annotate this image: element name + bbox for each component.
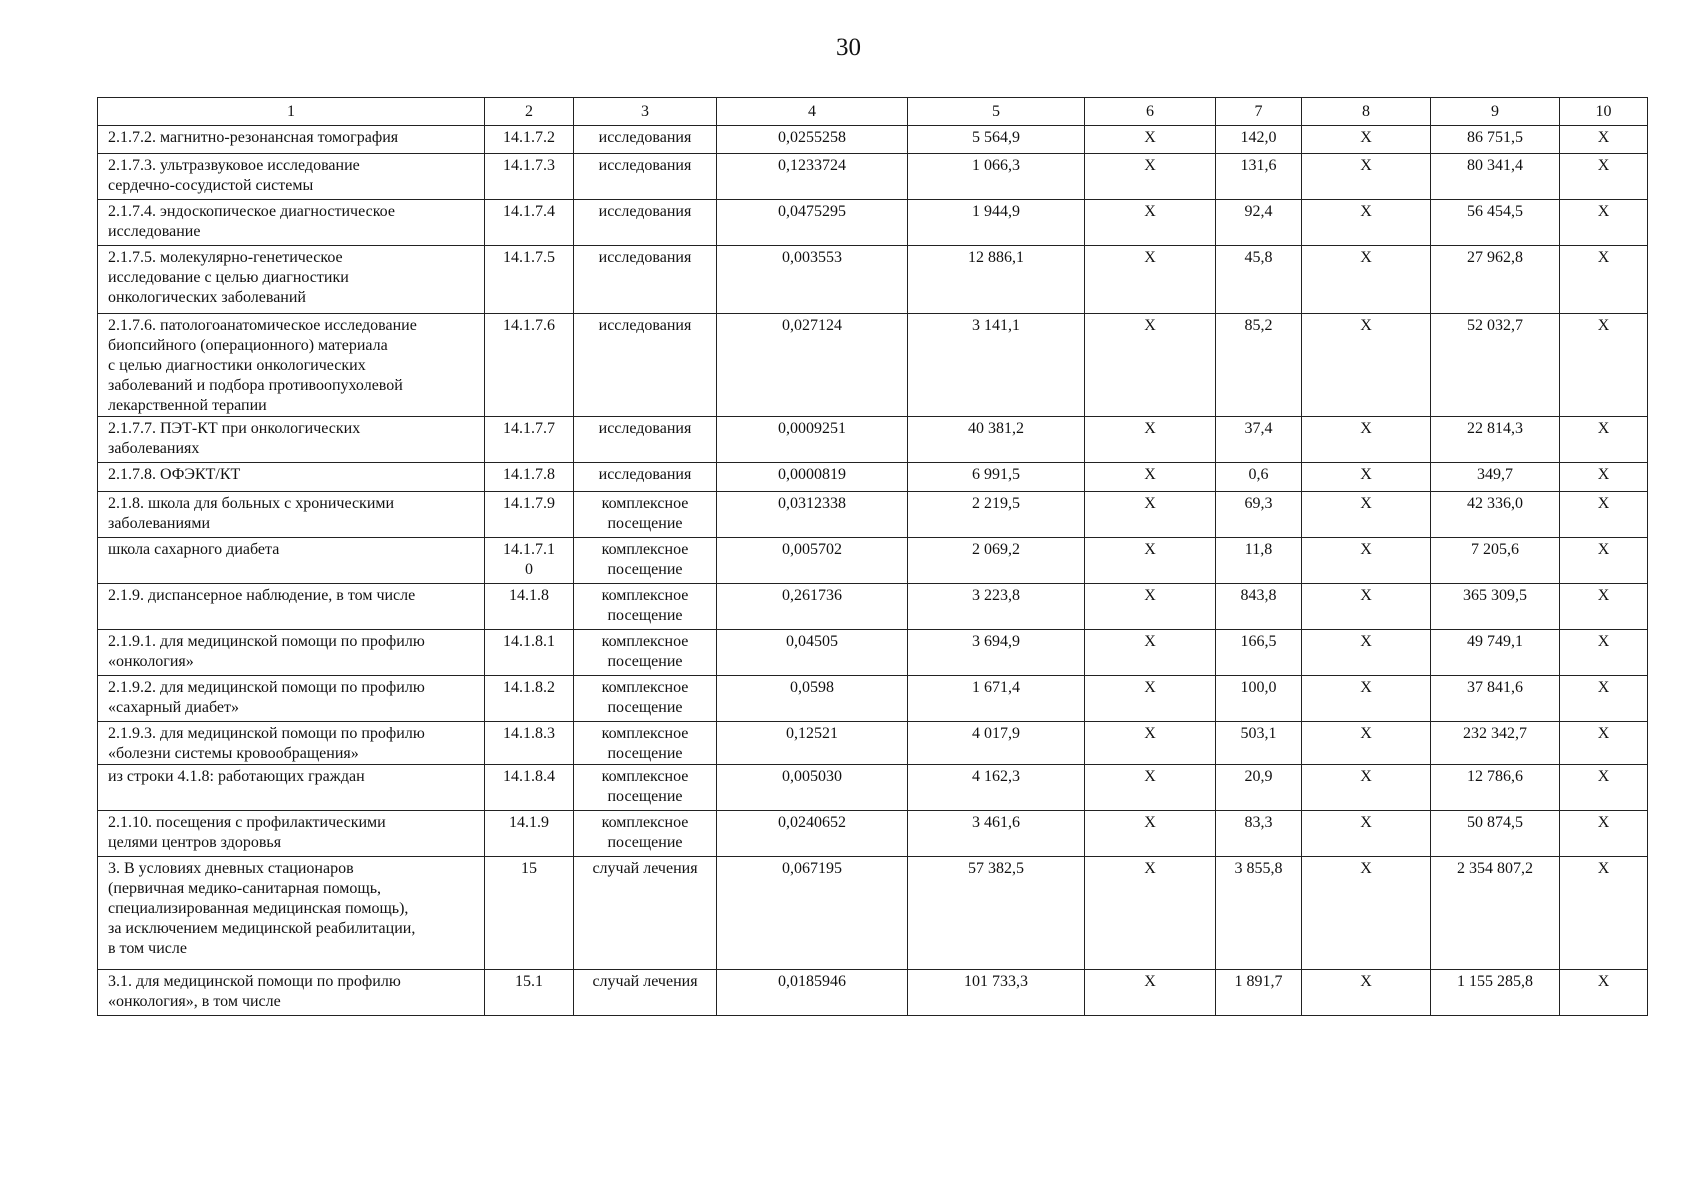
row-name-cell: из строки 4.1.8: работающих граждан [98, 765, 485, 811]
row-col9-cell: 1 155 285,8 [1431, 970, 1560, 1016]
row-norm-cell: 0,1233724 [717, 154, 908, 200]
row-col9-cell: 80 341,4 [1431, 154, 1560, 200]
row-col8-cell: Х [1302, 154, 1431, 200]
row-col10-cell: Х [1560, 417, 1648, 463]
row-cost-cell: 4 162,3 [908, 765, 1085, 811]
row-col7-cell: 100,0 [1216, 676, 1302, 722]
row-col7-cell: 37,4 [1216, 417, 1302, 463]
row-col9-cell: 232 342,7 [1431, 722, 1560, 765]
row-col8-cell: Х [1302, 584, 1431, 630]
row-name-cell: 2.1.7.5. молекулярно-генетическое исследование с целью диагностики онкологических заболеваний [98, 246, 485, 314]
table-body [98, 98, 1648, 1016]
row-col7-cell: 0,6 [1216, 463, 1302, 492]
row-col10-cell: Х [1560, 314, 1648, 417]
row-col7-cell: 843,8 [1216, 584, 1302, 630]
row-col8-cell: Х [1302, 676, 1431, 722]
row-code-cell: 14.1.7.5 [485, 246, 574, 314]
table-row [98, 630, 1648, 676]
row-norm-cell: 0,0598 [717, 676, 908, 722]
row-col10-cell: Х [1560, 765, 1648, 811]
row-unit-cell: комплексное посещение [574, 584, 717, 630]
row-unit-cell: комплексное посещение [574, 630, 717, 676]
row-col6-cell: Х [1085, 630, 1216, 676]
row-col10-cell: Х [1560, 246, 1648, 314]
row-col6-cell: Х [1085, 200, 1216, 246]
row-col6-cell: Х [1085, 126, 1216, 154]
row-col7-cell: 11,8 [1216, 538, 1302, 584]
row-code-cell: 14.1.9 [485, 811, 574, 857]
row-code-cell: 15.1 [485, 970, 574, 1016]
table-row [98, 126, 1648, 154]
row-code-cell: 14.1.7.2 [485, 126, 574, 154]
row-col6-cell: Х [1085, 970, 1216, 1016]
row-col8-cell: Х [1302, 765, 1431, 811]
row-col9-cell: 49 749,1 [1431, 630, 1560, 676]
row-col6-cell: Х [1085, 463, 1216, 492]
data-table [97, 97, 1648, 1016]
row-name-cell: 3.1. для медицинской помощи по профилю «онкология», в том числе [98, 970, 485, 1016]
column-header: 4 [717, 98, 908, 126]
row-name-cell: 2.1.7.6. патологоанатомическое исследование биопсийного (операционного) материала с целью диагностики онкологических заболеваний и подбора противоопухолевой лекарственной терапии [98, 314, 485, 417]
row-col7-cell: 45,8 [1216, 246, 1302, 314]
row-col10-cell: Х [1560, 584, 1648, 630]
row-code-cell: 14.1.8.4 [485, 765, 574, 811]
row-col10-cell: Х [1560, 676, 1648, 722]
row-norm-cell: 0,005702 [717, 538, 908, 584]
row-col7-cell: 3 855,8 [1216, 857, 1302, 970]
table-row [98, 857, 1648, 970]
row-col9-cell: 50 874,5 [1431, 811, 1560, 857]
row-cost-cell: 12 886,1 [908, 246, 1085, 314]
table-row [98, 200, 1648, 246]
row-col10-cell: Х [1560, 463, 1648, 492]
row-cost-cell: 1 671,4 [908, 676, 1085, 722]
row-col8-cell: Х [1302, 314, 1431, 417]
row-cost-cell: 2 069,2 [908, 538, 1085, 584]
row-norm-cell: 0,0312338 [717, 492, 908, 538]
row-cost-cell: 101 733,3 [908, 970, 1085, 1016]
table-row [98, 811, 1648, 857]
row-name-cell: 2.1.7.4. эндоскопическое диагностическое исследование [98, 200, 485, 246]
column-header: 2 [485, 98, 574, 126]
row-col8-cell: Х [1302, 857, 1431, 970]
row-cost-cell: 57 382,5 [908, 857, 1085, 970]
table-row [98, 463, 1648, 492]
row-code-cell: 14.1.7.9 [485, 492, 574, 538]
row-col10-cell: Х [1560, 126, 1648, 154]
row-norm-cell: 0,0000819 [717, 463, 908, 492]
row-code-cell: 14.1.8.3 [485, 722, 574, 765]
row-cost-cell: 40 381,2 [908, 417, 1085, 463]
table-row [98, 492, 1648, 538]
row-col8-cell: Х [1302, 463, 1431, 492]
row-col8-cell: Х [1302, 492, 1431, 538]
row-unit-cell: случай лечения [574, 970, 717, 1016]
row-col7-cell: 1 891,7 [1216, 970, 1302, 1016]
row-col9-cell: 42 336,0 [1431, 492, 1560, 538]
row-cost-cell: 3 223,8 [908, 584, 1085, 630]
row-name-cell: 2.1.7.3. ультразвуковое исследование сердечно-сосудистой системы [98, 154, 485, 200]
row-code-cell: 14.1.7.6 [485, 314, 574, 417]
row-name-cell: 3. В условиях дневных стационаров (первичная медико-санитарная помощь, специализированная медицинская помощь), за исключением медицинской реабилитации, в том числе [98, 857, 485, 970]
column-header: 3 [574, 98, 717, 126]
row-col10-cell: Х [1560, 200, 1648, 246]
row-norm-cell: 0,12521 [717, 722, 908, 765]
row-cost-cell: 1 944,9 [908, 200, 1085, 246]
row-unit-cell: исследования [574, 126, 717, 154]
row-col6-cell: Х [1085, 722, 1216, 765]
row-col7-cell: 69,3 [1216, 492, 1302, 538]
row-norm-cell: 0,0009251 [717, 417, 908, 463]
row-col6-cell: Х [1085, 492, 1216, 538]
row-unit-cell: исследования [574, 314, 717, 417]
row-name-cell: 2.1.8. школа для больных с хроническими заболеваниями [98, 492, 485, 538]
row-col6-cell: Х [1085, 676, 1216, 722]
row-code-cell: 14.1.7.7 [485, 417, 574, 463]
row-col10-cell: Х [1560, 538, 1648, 584]
row-norm-cell: 0,0185946 [717, 970, 908, 1016]
row-name-cell: 2.1.9. диспансерное наблюдение, в том числе [98, 584, 485, 630]
row-name-cell: 2.1.9.1. для медицинской помощи по профилю «онкология» [98, 630, 485, 676]
column-header: 10 [1560, 98, 1648, 126]
row-norm-cell: 0,067195 [717, 857, 908, 970]
row-unit-cell: исследования [574, 246, 717, 314]
row-col9-cell: 2 354 807,2 [1431, 857, 1560, 970]
row-unit-cell: комплексное посещение [574, 538, 717, 584]
table-row [98, 314, 1648, 417]
row-col9-cell: 12 786,6 [1431, 765, 1560, 811]
row-norm-cell: 0,04505 [717, 630, 908, 676]
row-cost-cell: 4 017,9 [908, 722, 1085, 765]
table-row [98, 676, 1648, 722]
row-code-cell: 14.1.8 [485, 584, 574, 630]
row-norm-cell: 0,0240652 [717, 811, 908, 857]
table-row [98, 722, 1648, 765]
row-col10-cell: Х [1560, 154, 1648, 200]
row-col10-cell: Х [1560, 630, 1648, 676]
table-row [98, 584, 1648, 630]
row-norm-cell: 0,027124 [717, 314, 908, 417]
row-col8-cell: Х [1302, 200, 1431, 246]
row-unit-cell: комплексное посещение [574, 492, 717, 538]
row-col6-cell: Х [1085, 154, 1216, 200]
table-row [98, 154, 1648, 200]
row-col7-cell: 142,0 [1216, 126, 1302, 154]
row-norm-cell: 0,0475295 [717, 200, 908, 246]
row-norm-cell: 0,005030 [717, 765, 908, 811]
row-col7-cell: 20,9 [1216, 765, 1302, 811]
table-row [98, 765, 1648, 811]
row-name-cell: 2.1.9.3. для медицинской помощи по профилю «болезни системы кровообращения» [98, 722, 485, 765]
row-col6-cell: Х [1085, 857, 1216, 970]
column-header: 5 [908, 98, 1085, 126]
row-norm-cell: 0,003553 [717, 246, 908, 314]
row-col6-cell: Х [1085, 314, 1216, 417]
row-unit-cell: исследования [574, 200, 717, 246]
row-code-cell: 14.1.8.1 [485, 630, 574, 676]
row-col9-cell: 22 814,3 [1431, 417, 1560, 463]
row-name-cell: 2.1.9.2. для медицинской помощи по профилю «сахарный диабет» [98, 676, 485, 722]
row-unit-cell: исследования [574, 154, 717, 200]
row-code-cell: 14.1.8.2 [485, 676, 574, 722]
row-unit-cell: комплексное посещение [574, 676, 717, 722]
row-cost-cell: 3 141,1 [908, 314, 1085, 417]
row-name-cell: школа сахарного диабета [98, 538, 485, 584]
row-unit-cell: комплексное посещение [574, 722, 717, 765]
row-unit-cell: исследования [574, 417, 717, 463]
row-col7-cell: 131,6 [1216, 154, 1302, 200]
row-col6-cell: Х [1085, 584, 1216, 630]
column-header: 6 [1085, 98, 1216, 126]
row-col10-cell: Х [1560, 492, 1648, 538]
row-col10-cell: Х [1560, 857, 1648, 970]
column-header: 1 [98, 98, 485, 126]
row-code-cell: 14.1.7.3 [485, 154, 574, 200]
row-col7-cell: 85,2 [1216, 314, 1302, 417]
row-col10-cell: Х [1560, 722, 1648, 765]
page-number: 30 [836, 34, 861, 61]
row-col8-cell: Х [1302, 246, 1431, 314]
column-header: 8 [1302, 98, 1431, 126]
row-col9-cell: 86 751,5 [1431, 126, 1560, 154]
row-norm-cell: 0,0255258 [717, 126, 908, 154]
row-col8-cell: Х [1302, 811, 1431, 857]
row-code-cell: 15 [485, 857, 574, 970]
row-code-cell: 14.1.7.1 0 [485, 538, 574, 584]
row-col6-cell: Х [1085, 538, 1216, 584]
row-col9-cell: 7 205,6 [1431, 538, 1560, 584]
row-col10-cell: Х [1560, 811, 1648, 857]
row-col6-cell: Х [1085, 811, 1216, 857]
table-row [98, 970, 1648, 1016]
row-cost-cell: 6 991,5 [908, 463, 1085, 492]
row-cost-cell: 3 461,6 [908, 811, 1085, 857]
column-number-row [98, 98, 1648, 126]
row-col6-cell: Х [1085, 246, 1216, 314]
row-col8-cell: Х [1302, 630, 1431, 676]
table-row [98, 246, 1648, 314]
row-col8-cell: Х [1302, 970, 1431, 1016]
row-col7-cell: 92,4 [1216, 200, 1302, 246]
row-col6-cell: Х [1085, 765, 1216, 811]
row-cost-cell: 5 564,9 [908, 126, 1085, 154]
row-col7-cell: 166,5 [1216, 630, 1302, 676]
row-unit-cell: исследования [574, 463, 717, 492]
row-col8-cell: Х [1302, 417, 1431, 463]
table-row [98, 538, 1648, 584]
row-col8-cell: Х [1302, 538, 1431, 584]
row-col9-cell: 365 309,5 [1431, 584, 1560, 630]
row-code-cell: 14.1.7.4 [485, 200, 574, 246]
row-col6-cell: Х [1085, 417, 1216, 463]
row-unit-cell: комплексное посещение [574, 811, 717, 857]
row-code-cell: 14.1.7.8 [485, 463, 574, 492]
row-unit-cell: случай лечения [574, 857, 717, 970]
row-cost-cell: 2 219,5 [908, 492, 1085, 538]
row-unit-cell: комплексное посещение [574, 765, 717, 811]
row-norm-cell: 0,261736 [717, 584, 908, 630]
row-cost-cell: 3 694,9 [908, 630, 1085, 676]
row-name-cell: 2.1.7.2. магнитно-резонансная томография [98, 126, 485, 154]
row-name-cell: 2.1.10. посещения с профилактическими целями центров здоровья [98, 811, 485, 857]
table-row [98, 417, 1648, 463]
row-col9-cell: 52 032,7 [1431, 314, 1560, 417]
row-col9-cell: 27 962,8 [1431, 246, 1560, 314]
row-col10-cell: Х [1560, 970, 1648, 1016]
row-col7-cell: 83,3 [1216, 811, 1302, 857]
row-col9-cell: 37 841,6 [1431, 676, 1560, 722]
row-cost-cell: 1 066,3 [908, 154, 1085, 200]
column-header: 7 [1216, 98, 1302, 126]
row-col9-cell: 56 454,5 [1431, 200, 1560, 246]
row-col9-cell: 349,7 [1431, 463, 1560, 492]
row-col7-cell: 503,1 [1216, 722, 1302, 765]
row-name-cell: 2.1.7.7. ПЭТ-КТ при онкологических заболеваниях [98, 417, 485, 463]
column-header: 9 [1431, 98, 1560, 126]
row-col8-cell: Х [1302, 722, 1431, 765]
row-name-cell: 2.1.7.8. ОФЭКТ/КТ [98, 463, 485, 492]
row-col8-cell: Х [1302, 126, 1431, 154]
